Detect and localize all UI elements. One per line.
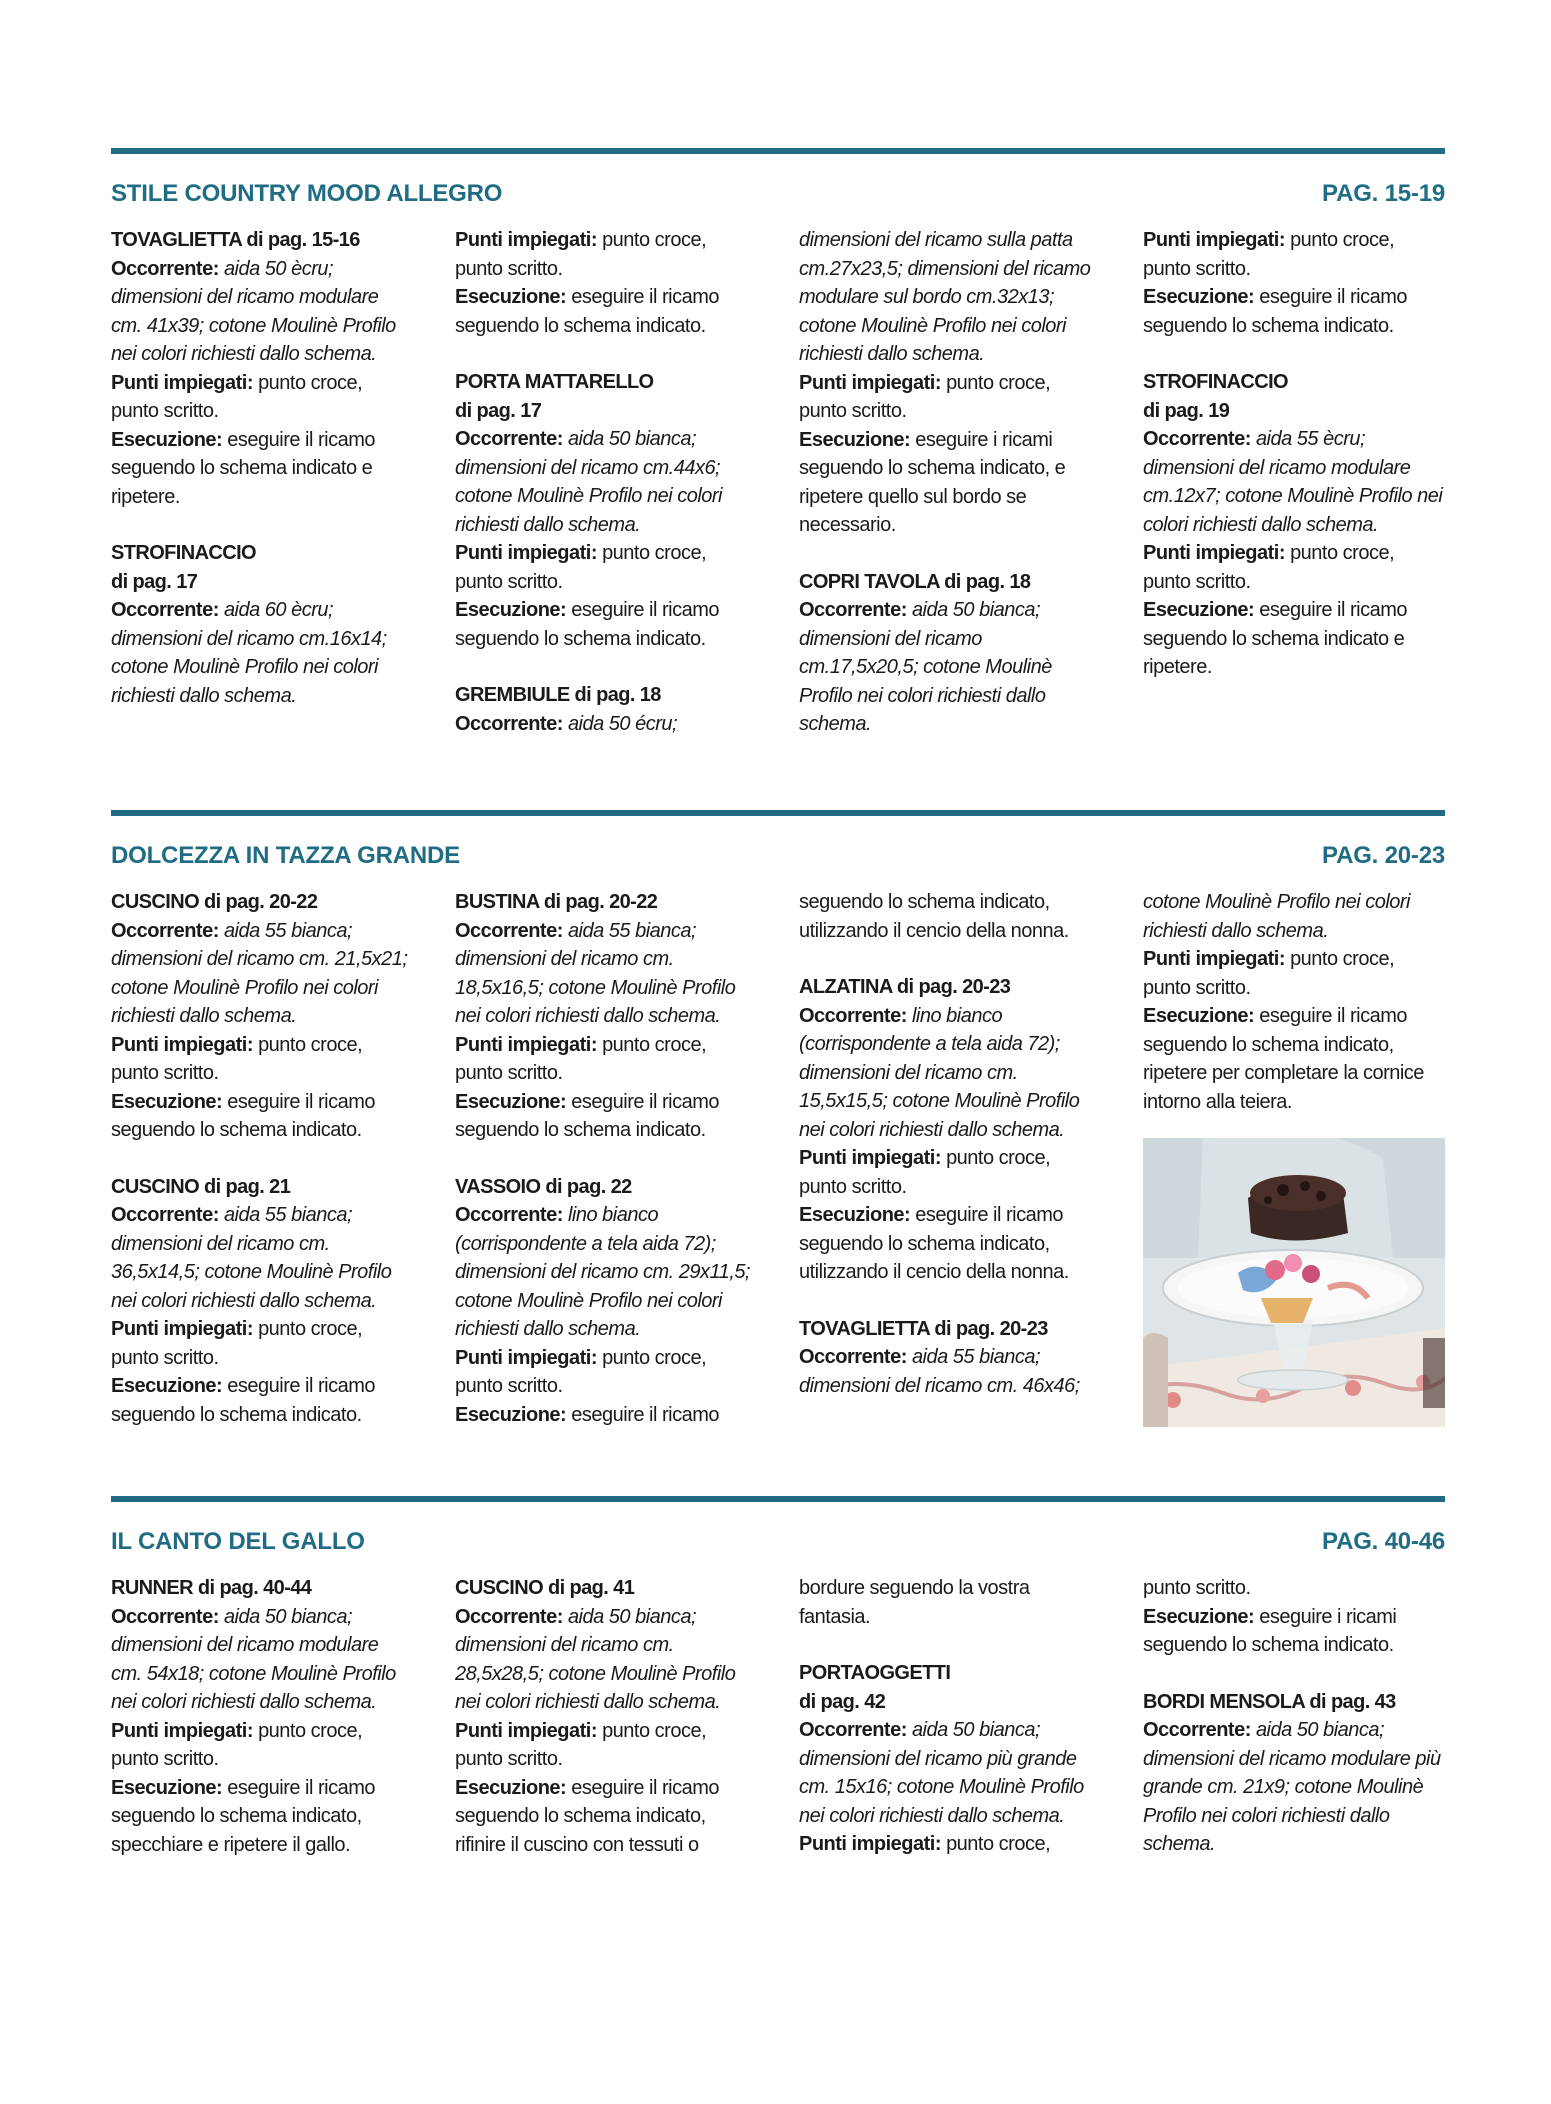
spec-row [799, 1343, 1099, 1400]
continued-text: punto scritto. [1143, 1577, 1251, 1599]
column-2 [455, 1574, 755, 1859]
spec-value: punto croce, punto scritto. [111, 1318, 363, 1369]
spec-value: punto croce, [946, 1833, 1051, 1855]
column-3 [799, 888, 1099, 1400]
spec-row [455, 596, 755, 653]
spec-value: aida 50 bianca; dimensioni del ricamo cm. 28,5x28,5; cotone Moulinè Profilo nei colori richiesti dallo schema. [455, 1605, 736, 1713]
spec-value: aida 60 ècru; dimensioni del ricamo cm.16x14; cotone Moulinè Profilo nei colori richiesti dallo schema. [111, 599, 387, 707]
paragraph-gap [455, 653, 755, 681]
spec-value: lino bianco (corrispondente a tela aida 72); dimensioni del ricamo cm. 15,5x15,5; cotone Moulinè Profilo nei colori richiesti dallo schema. [799, 1004, 1080, 1141]
spec-value: aida 50 bianca; dimensioni del ricamo modulare cm. 54x18; cotone Moulinè Profilo nei colori richiesti dallo schema. [111, 1605, 396, 1713]
spec-value: eseguire il ricamo seguendo lo schema indicato e ripetere. [111, 428, 375, 508]
paragraph-gap [799, 540, 1099, 568]
item-heading: TOVAGLIETTA di pag. 15-16 [111, 229, 360, 251]
spec-value: eseguire i ricami seguendo lo schema indicato, e ripetere quello sul bordo se necessario. [799, 428, 1066, 536]
spec-label: Punti impiegati: [455, 1346, 597, 1369]
item-heading: CUSCINO di pag. 41 [455, 1577, 635, 1599]
spec-value: punto croce, punto scritto. [455, 1033, 707, 1084]
continued-text: bordure seguendo la vostra fantasia. [799, 1577, 1030, 1628]
spec-label: Occorrente: [799, 1004, 907, 1027]
spec-value: punto croce, punto scritto. [1143, 229, 1395, 280]
spec-label: Esecuzione: [111, 1375, 223, 1397]
spec-value: eseguire il ricamo seguendo lo schema indicato. [111, 1090, 375, 1141]
column-3 [799, 1574, 1099, 1859]
spec-label: Occorrente: [799, 1346, 907, 1368]
spec-value: eseguire il ricamo seguendo lo schema indicato, rifinire il cuscino con tessuti o [455, 1776, 719, 1856]
spec-value: eseguire il ricamo seguendo lo schema indicato e ripetere. [1143, 599, 1407, 678]
spec-row [111, 1201, 411, 1315]
spec-label: Occorrente: [111, 1204, 219, 1226]
spec-value: eseguire il ricamo seguendo lo schema indicato. [111, 1375, 375, 1426]
spec-value: lino bianco (corrispondente a tela aida 72); dimensioni del ricamo cm. 29x11,5; cotone Moulinè Profilo nei colori richiesti dallo schema. [455, 1204, 750, 1340]
spec-label: Esecuzione: [1143, 1005, 1255, 1027]
spec-value: punto croce, punto scritto. [799, 1147, 1051, 1198]
section-rule [111, 1496, 1445, 1502]
spec-value: punto croce, punto scritto. [799, 371, 1051, 422]
section-header [111, 1528, 1445, 1556]
item-heading: BUSTINA di pag. 20-22 [455, 891, 658, 913]
spec-row [455, 539, 755, 596]
spec-value: punto croce, punto scritto. [111, 1719, 363, 1770]
section-canto-gallo [111, 1496, 1445, 1856]
spec-value: punto croce, punto scritto. [1143, 948, 1395, 999]
spec-value: eseguire il ricamo seguendo lo schema indicato. [455, 286, 719, 337]
spec-label: Occorrente: [799, 599, 907, 621]
spec-label: Punti impiegati: [111, 1033, 253, 1056]
spec-label: Occorrente: [1143, 1719, 1251, 1741]
spec-row [111, 1372, 411, 1429]
spec-label: Esecuzione: [455, 1776, 567, 1799]
section-dolcezza [111, 810, 1445, 1426]
spec-value: punto croce, punto scritto. [455, 229, 707, 280]
spec-value: aida 55 bianca; dimensioni del ricamo cm. 36,5x14,5; cotone Moulinè Profilo nei colori richiesti dallo schema. [111, 1204, 392, 1312]
paragraph-gap [1143, 340, 1443, 368]
section-stile-country [111, 148, 1445, 735]
spec-row [1143, 539, 1443, 596]
column-1 [111, 888, 411, 1429]
paragraph-gap [455, 1145, 755, 1173]
spec-label: Occorrente: [111, 257, 219, 280]
spec-label: Punti impiegati: [455, 229, 597, 251]
spec-label: Occorrente: [455, 712, 563, 735]
spec-label: Occorrente: [455, 1204, 563, 1226]
column-4 [1143, 226, 1443, 682]
spec-row [799, 369, 1099, 426]
spec-row [799, 426, 1099, 540]
spec-row [455, 425, 755, 539]
spec-label: Punti impiegati: [1143, 948, 1285, 970]
column-2 [455, 226, 755, 738]
item-heading: di pag. 17 [455, 399, 542, 422]
spec-label: Punti impiegati: [111, 1719, 253, 1742]
section-title: DOLCEZZA IN TAZZA GRANDE [111, 842, 460, 869]
column-2 [455, 888, 755, 1429]
spec-value: aida 50 ècru; dimensioni del ricamo modulare cm. 41x39; cotone Moulinè Profilo nei colori richiesti dallo schema. [111, 257, 396, 365]
paragraph-gap [455, 340, 755, 368]
section-header [111, 842, 1445, 870]
item-heading: di pag. 19 [1143, 399, 1230, 422]
spec-value: aida 55 ècru; dimensioni del ricamo modulare cm.12x7; cotone Moulinè Profilo nei colori richiesti dallo schema. [1143, 428, 1443, 536]
spec-value: eseguire il ricamo seguendo lo schema indicato, ripetere per completare la cornice intorno alla teiera. [1143, 1005, 1424, 1113]
column-1 [111, 1574, 411, 1859]
spec-row [455, 1774, 755, 1860]
spec-label: Esecuzione: [799, 1204, 911, 1226]
spec-label: Occorrente: [111, 919, 219, 942]
section-title: IL CANTO DEL GALLO [111, 1528, 365, 1555]
spec-value: punto croce, punto scritto. [455, 1719, 707, 1770]
spec-label: Punti impiegati: [111, 371, 253, 394]
spec-row [111, 255, 411, 369]
spec-label: Esecuzione: [111, 1776, 223, 1799]
spec-label: Esecuzione: [455, 1403, 567, 1426]
item-heading: GREMBIULE di pag. 18 [455, 684, 661, 706]
spec-row [111, 1088, 411, 1145]
section-pages: PAG. 15-19 [1322, 180, 1445, 207]
spec-value: punto croce, punto scritto. [111, 1033, 363, 1084]
spec-row [455, 283, 755, 340]
item-heading: di pag. 17 [111, 570, 198, 593]
column-4 [1143, 1574, 1443, 1859]
item-heading: PORTAOGGETTI [799, 1662, 951, 1684]
item-heading: CUSCINO di pag. 20-22 [111, 891, 318, 913]
item-heading: CUSCINO di pag. 21 [111, 1175, 291, 1198]
section-rule [111, 810, 1445, 816]
spec-row [1143, 596, 1443, 682]
cake-stand-illustration [1143, 1138, 1445, 1427]
spec-row [799, 596, 1099, 739]
spec-row [111, 1031, 411, 1088]
spec-row [1143, 945, 1443, 1002]
spec-label: Punti impiegati: [1143, 229, 1285, 251]
spec-row [111, 917, 411, 1031]
spec-label: Punti impiegati: [1143, 542, 1285, 564]
item-heading: STROFINACCIO [111, 542, 257, 564]
spec-value: eseguire il ricamo seguendo lo schema indicato, utilizzando il cencio della nonna. [799, 1204, 1069, 1283]
spec-row [799, 1830, 1099, 1859]
spec-row [799, 1002, 1099, 1145]
spec-label: Esecuzione: [1143, 286, 1255, 308]
spec-row [111, 1717, 411, 1774]
spec-value: punto croce, punto scritto. [455, 1346, 707, 1397]
spec-label: Esecuzione: [799, 428, 911, 451]
spec-value: eseguire i ricami seguendo lo schema indicato. [1143, 1605, 1397, 1656]
spec-value: punto croce, punto scritto. [111, 371, 363, 422]
spec-row [455, 710, 755, 739]
section-title: STILE COUNTRY MOOD ALLEGRO [111, 180, 503, 207]
column-1 [111, 226, 411, 710]
spec-row [1143, 226, 1443, 283]
spec-row [111, 426, 411, 512]
item-heading: COPRI TAVOLA di pag. 18 [799, 570, 1031, 593]
paragraph-gap [799, 1287, 1099, 1315]
spec-row [111, 1603, 411, 1717]
spec-label: Occorrente: [455, 428, 563, 450]
spec-row [1143, 425, 1443, 539]
spec-label: Occorrente: [1143, 428, 1251, 450]
spec-label: Esecuzione: [455, 286, 567, 308]
spec-label: Punti impiegati: [799, 1833, 941, 1855]
spec-value: aida 50 bianca; dimensioni del ricamo cm.44x6; cotone Moulinè Profilo nei colori richiesti dallo schema. [455, 428, 722, 536]
spec-value: eseguire il ricamo seguendo lo schema indicato. [455, 1090, 719, 1141]
spec-label: Occorrente: [111, 1605, 219, 1628]
item-heading: ALZATINA di pag. 20-23 [799, 976, 1011, 998]
spec-row [455, 1603, 755, 1717]
spec-label: Esecuzione: [455, 599, 567, 621]
spec-row [1143, 1603, 1443, 1660]
spec-value: eseguire il ricamo seguendo lo schema indicato. [455, 599, 719, 650]
paragraph-gap [799, 945, 1099, 973]
spec-row [455, 917, 755, 1031]
continued-text: seguendo lo schema indicato, utilizzando il cencio della nonna. [799, 891, 1069, 942]
spec-value: punto croce, punto scritto. [1143, 542, 1395, 593]
paragraph-gap [111, 511, 411, 539]
item-heading: VASSOIO di pag. 22 [455, 1175, 632, 1198]
spec-row [799, 1144, 1099, 1201]
spec-label: Occorrente: [455, 1605, 563, 1628]
spec-value: eseguire il ricamo seguendo lo schema indicato, specchiare e ripetere il gallo. [111, 1776, 375, 1856]
section-rule [111, 148, 1445, 154]
spec-value: aida 55 bianca; dimensioni del ricamo cm. 46x46; [799, 1346, 1080, 1397]
paragraph-gap [111, 1145, 411, 1173]
spec-value: aida 55 bianca; dimensioni del ricamo cm. 21,5x21; cotone Moulinè Profilo nei colori richiesti dallo schema. [111, 919, 408, 1027]
continued-text: dimensioni del ricamo sulla patta cm.27x23,5; dimensioni del ricamo modulare sul bordo cm.32x13; cotone Moulinè Profilo nei colori richiesti dallo schema. [799, 229, 1091, 365]
spec-value: eseguire il ricamo seguendo lo schema indicato. [1143, 286, 1407, 337]
spec-row [455, 1031, 755, 1088]
spec-value: eseguire il ricamo [571, 1403, 719, 1426]
spec-row [799, 1201, 1099, 1287]
spec-label: Punti impiegati: [455, 1719, 597, 1742]
item-heading: BORDI MENSOLA di pag. 43 [1143, 1690, 1396, 1713]
spec-row [455, 226, 755, 283]
spec-label: Esecuzione: [1143, 599, 1255, 621]
spec-row [455, 1201, 755, 1344]
spec-row [455, 1088, 755, 1145]
spec-value: punto croce, punto scritto. [455, 542, 707, 593]
spec-row [1143, 283, 1443, 340]
spec-value: aida 50 bianca; dimensioni del ricamo modulare più grande cm. 21x9; cotone Moulinè Profilo nei colori richiesti dallo schema. [1143, 1719, 1441, 1855]
section-pages: PAG. 40-46 [1322, 1528, 1445, 1555]
spec-row [1143, 1716, 1443, 1859]
section-pages: PAG. 20-23 [1322, 842, 1445, 869]
item-heading: RUNNER di pag. 40-44 [111, 1577, 312, 1599]
spec-row [111, 1315, 411, 1372]
spec-row [111, 369, 411, 426]
item-heading: di pag. 42 [799, 1690, 886, 1713]
spec-label: Occorrente: [455, 919, 563, 942]
spec-label: Occorrente: [111, 599, 219, 621]
spec-row [111, 596, 411, 710]
spec-row [455, 1401, 755, 1430]
spec-label: Esecuzione: [111, 1090, 223, 1113]
paragraph-gap [799, 1631, 1099, 1659]
spec-row [455, 1344, 755, 1401]
spec-label: Punti impiegati: [111, 1318, 253, 1340]
spec-value: aida 50 bianca; dimensioni del ricamo più grande cm. 15x16; cotone Moulinè Profilo nei colori richiesti dallo schema. [799, 1719, 1084, 1827]
spec-row [455, 1717, 755, 1774]
item-heading: PORTA MATTARELLO [455, 371, 654, 393]
item-heading: TOVAGLIETTA di pag. 20-23 [799, 1317, 1048, 1340]
spec-value: aida 50 bianca; dimensioni del ricamo cm.17,5x20,5; cotone Moulinè Profilo nei colori richiesti dallo schema. [799, 599, 1052, 735]
item-heading: STROFINACCIO [1143, 371, 1289, 393]
continued-text: cotone Moulinè Profilo nei colori richiesti dallo schema. [1143, 891, 1410, 942]
paragraph-gap [1143, 1660, 1443, 1688]
spec-label: Esecuzione: [455, 1090, 567, 1113]
column-3 [799, 226, 1099, 739]
spec-label: Esecuzione: [111, 428, 223, 451]
spec-label: Punti impiegati: [455, 1033, 597, 1056]
spec-label: Occorrente: [799, 1719, 907, 1741]
spec-label: Punti impiegati: [799, 1147, 941, 1169]
spec-value: aida 55 bianca; dimensioni del ricamo cm. 18,5x16,5; cotone Moulinè Profilo nei colori richiesti dallo schema. [455, 919, 736, 1027]
spec-label: Punti impiegati: [455, 542, 597, 564]
cake-stand-photo [1143, 1138, 1445, 1427]
spec-label: Esecuzione: [1143, 1605, 1255, 1628]
section-header [111, 180, 1445, 208]
spec-row [111, 1774, 411, 1860]
spec-row [1143, 1002, 1443, 1116]
spec-row [799, 1716, 1099, 1830]
spec-label: Punti impiegati: [799, 371, 941, 394]
spec-value: aida 50 écru; [567, 712, 678, 735]
column-4 [1143, 888, 1443, 1427]
